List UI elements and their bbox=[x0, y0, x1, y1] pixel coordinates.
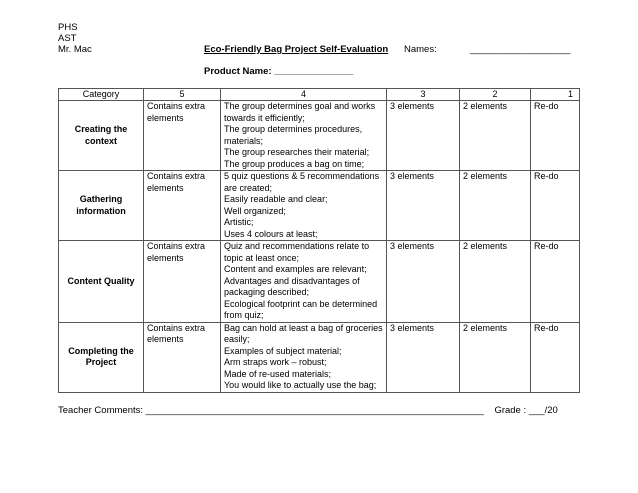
criterion-item: Uses 4 colours at least; bbox=[224, 228, 318, 239]
product-name-label: Product Name: bbox=[204, 66, 275, 77]
column-header-4: 4 bbox=[221, 89, 387, 101]
product-name-blank: _______________ bbox=[274, 66, 354, 77]
score-1-cell: Re-do bbox=[531, 322, 580, 392]
table-row bbox=[59, 241, 580, 323]
score-4-cell bbox=[221, 241, 387, 323]
column-header-5: 5 bbox=[144, 89, 221, 101]
teacher-comments-line bbox=[58, 405, 579, 416]
score-2-cell: 2 elements bbox=[460, 322, 531, 392]
score-5-cell: Contains extra elements bbox=[144, 241, 221, 323]
criterion-item: Bag can hold at least a bag of groceries easily; bbox=[224, 322, 383, 344]
school-label: PHS bbox=[58, 22, 78, 33]
score-3-cell: 3 elements bbox=[387, 171, 460, 241]
table-row bbox=[59, 322, 580, 392]
table-row bbox=[59, 171, 580, 241]
score-1-cell: Re-do bbox=[531, 171, 580, 241]
score-5-cell: Contains extra elements bbox=[144, 322, 221, 392]
criterion-item: The group produces a bag on time; bbox=[224, 158, 365, 169]
names-label: Names: bbox=[404, 44, 437, 55]
course-label: AST bbox=[58, 33, 77, 44]
category-cell: Content Quality bbox=[59, 241, 144, 323]
score-4-cell bbox=[221, 101, 387, 171]
criterion-item: Examples of subject material; bbox=[224, 345, 342, 356]
score-5-cell: Contains extra elements bbox=[144, 171, 221, 241]
teacher-comments-blank[interactable]: ________________________________________________________________ bbox=[145, 405, 484, 416]
criterion-item: 5 quiz questions & 5 recommendations are created; bbox=[224, 171, 380, 193]
criterion-item: Arm straps work – robust; bbox=[224, 357, 327, 367]
score-4-cell bbox=[221, 322, 387, 392]
teacher-label: Mr. Mac bbox=[58, 44, 92, 55]
category-cell: Completing the Project bbox=[59, 322, 144, 392]
score-2-cell: 2 elements bbox=[460, 101, 531, 171]
score-5-cell: Contains extra elements bbox=[144, 101, 221, 171]
score-3-cell: 3 elements bbox=[387, 241, 460, 323]
column-header-category: Category bbox=[59, 89, 144, 101]
criterion-item: Content and examples are relevant; bbox=[224, 264, 367, 274]
category-cell: Creating the context bbox=[59, 101, 144, 171]
score-3-cell: 3 elements bbox=[387, 101, 460, 171]
score-2-cell: 2 elements bbox=[460, 241, 531, 323]
criterion-item: Easily readable and clear; bbox=[224, 194, 328, 204]
teacher-comments-label: Teacher Comments: bbox=[58, 405, 144, 416]
criterion-item: Well organized; bbox=[224, 205, 286, 216]
score-4-cell bbox=[221, 171, 387, 241]
criterion-item: Ecological footprint can be determined from quiz; bbox=[224, 298, 378, 320]
header-row bbox=[59, 89, 580, 101]
column-header-3: 3 bbox=[387, 89, 460, 101]
grade-blank[interactable]: ___/20 bbox=[528, 405, 558, 416]
criterion-item: You would like to actually use the bag; bbox=[224, 380, 377, 390]
criterion-item: Quiz and recommendations relate to topic at least once; bbox=[224, 241, 370, 263]
rubric-table bbox=[58, 88, 580, 393]
criterion-item: The group researches their material; bbox=[224, 147, 370, 157]
criterion-item: Advantages and disadvantages of packaging described; bbox=[224, 275, 360, 297]
column-header-1: 1 bbox=[531, 89, 580, 101]
page-title: Eco-Friendly Bag Project Self-Evaluation bbox=[204, 44, 389, 55]
score-3-cell: 3 elements bbox=[387, 322, 460, 392]
criterion-item: The group determines procedures, materials; bbox=[224, 124, 363, 146]
score-1-cell: Re-do bbox=[531, 241, 580, 323]
score-1-cell: Re-do bbox=[531, 101, 580, 171]
criterion-item: The group determines goal and works towards it efficiently; bbox=[224, 101, 376, 123]
grade-label: Grade : bbox=[494, 405, 529, 416]
names-blank[interactable]: ___________________ bbox=[470, 44, 571, 55]
table-row bbox=[59, 101, 580, 171]
criterion-item: Artistic; bbox=[224, 217, 254, 227]
score-2-cell: 2 elements bbox=[460, 171, 531, 241]
column-header-2: 2 bbox=[460, 89, 531, 101]
product-name-field[interactable] bbox=[204, 66, 353, 77]
category-cell: Gathering information bbox=[59, 171, 144, 241]
criterion-item: Made of re-used materials; bbox=[224, 368, 332, 379]
